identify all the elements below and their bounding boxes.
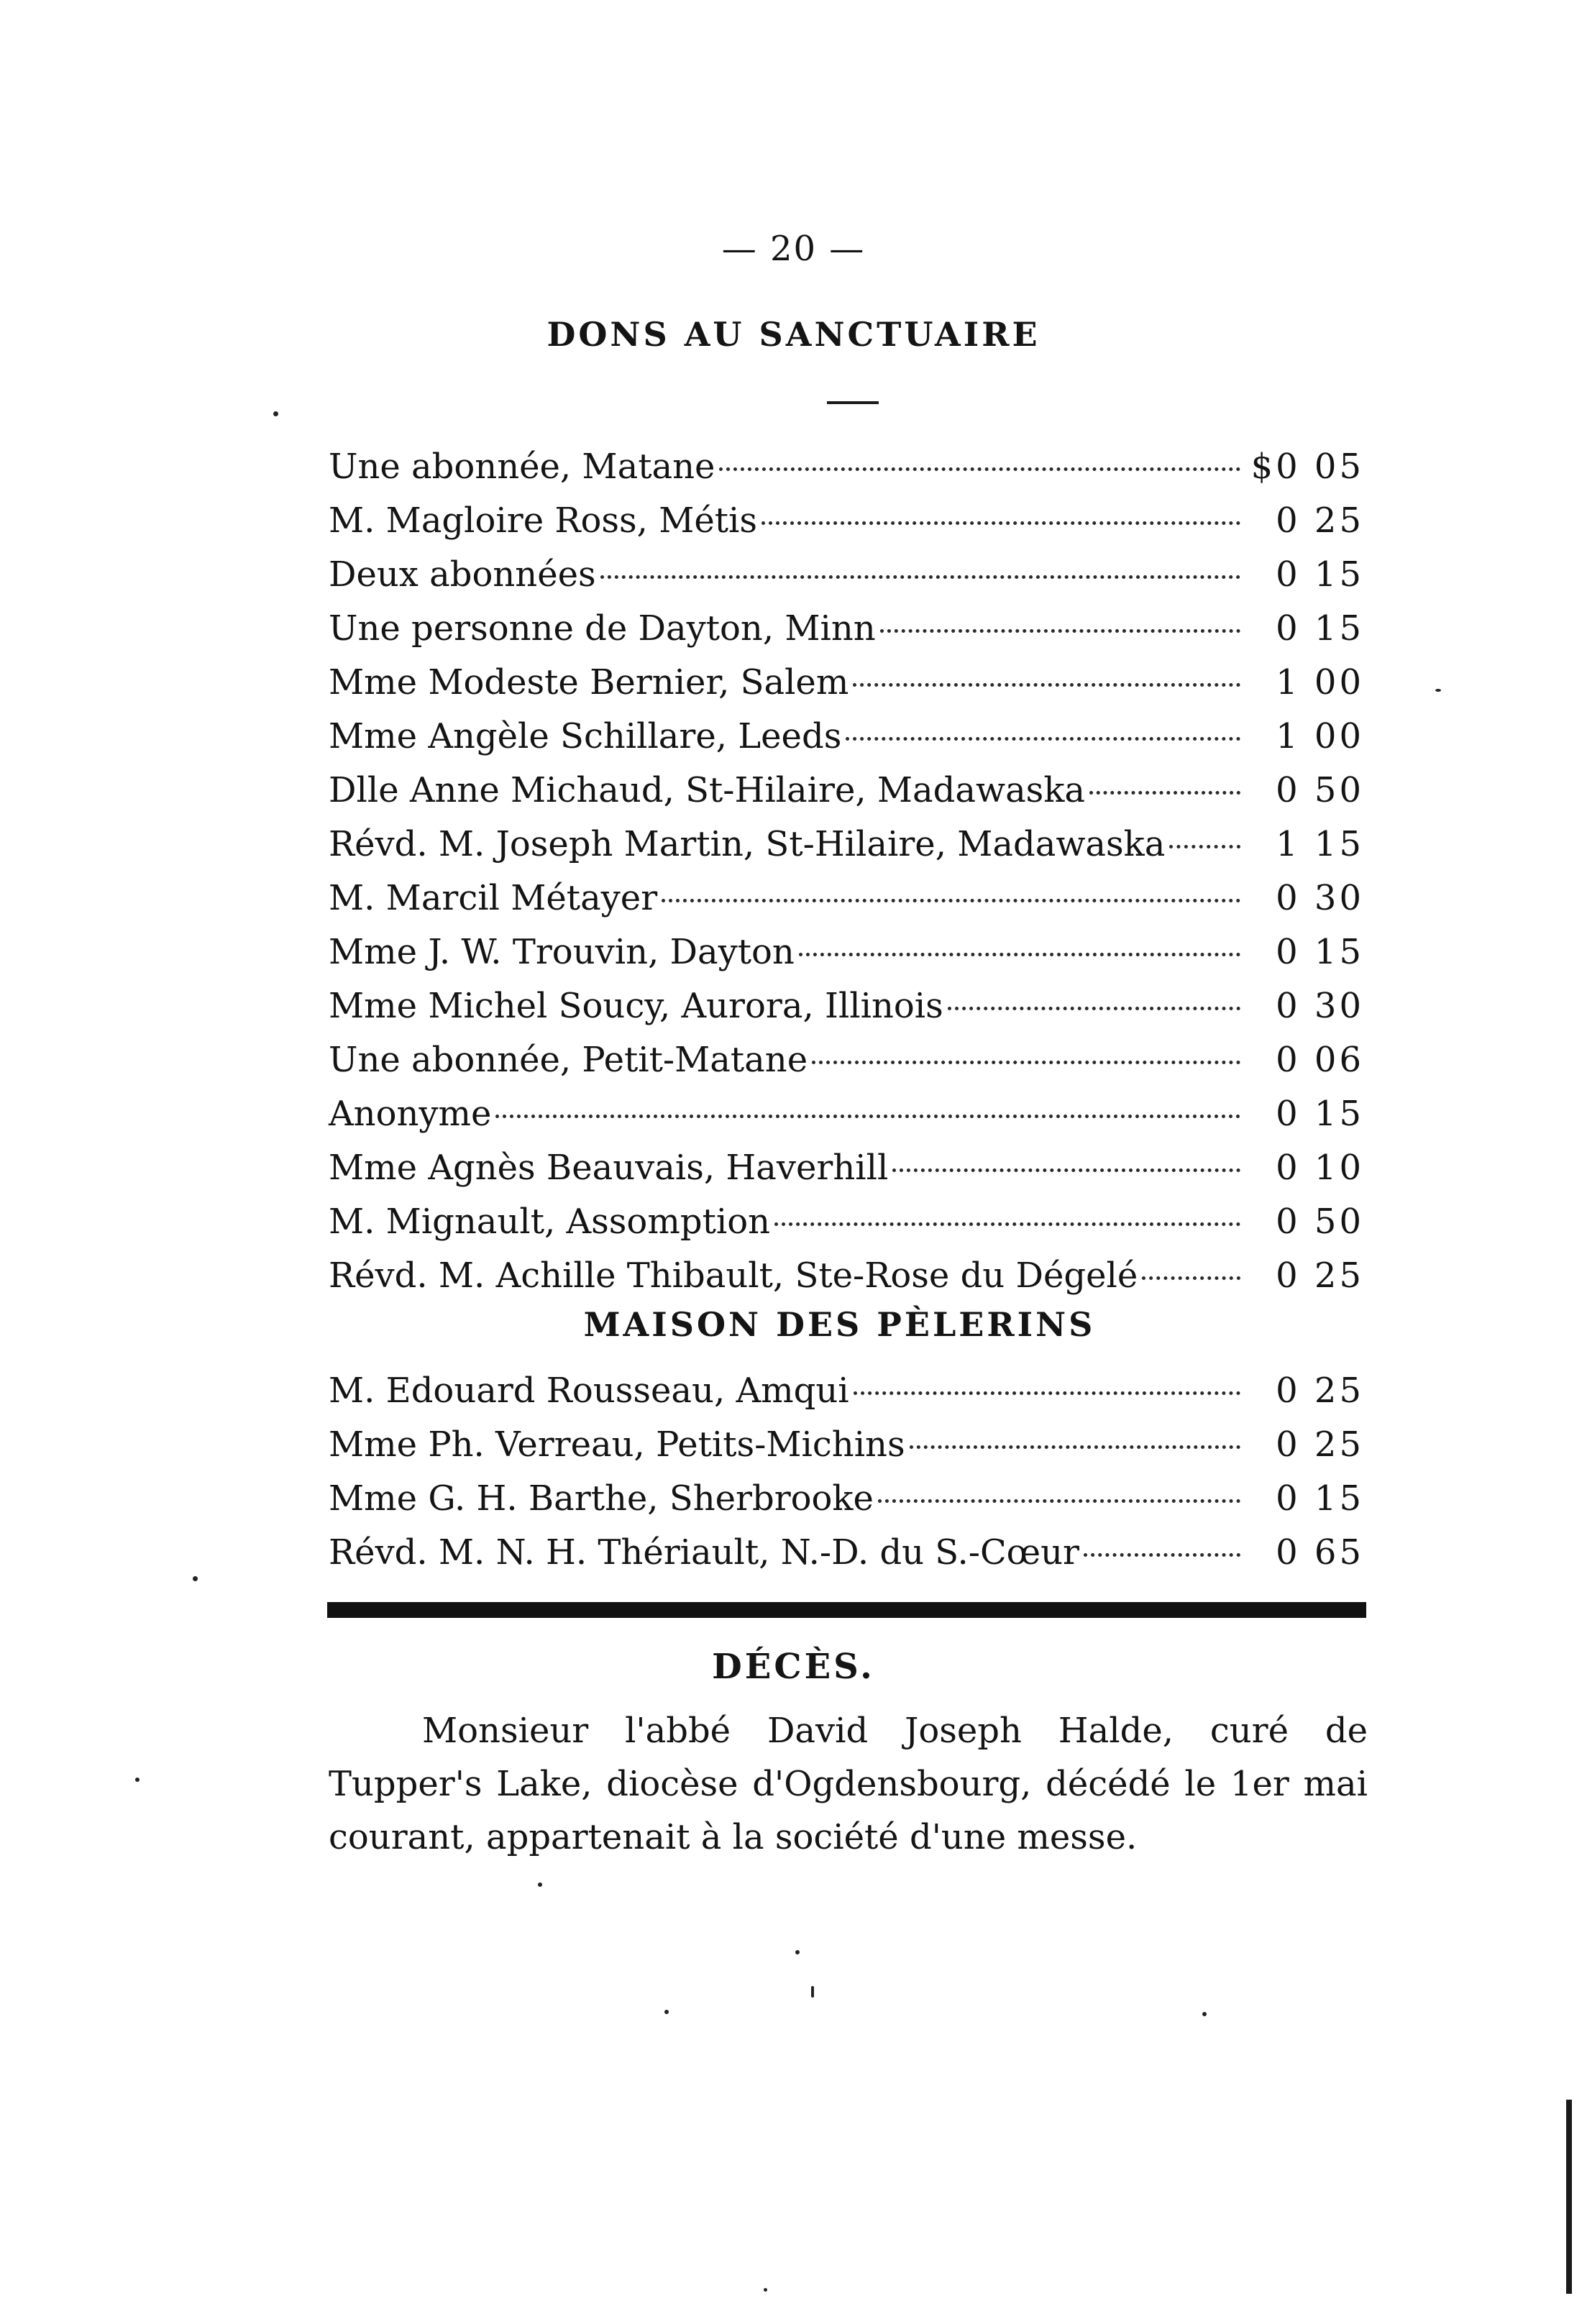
- entry-name: Révd. M. N. H. Thériault, N.-D. du S.-Cœur: [329, 1532, 1079, 1573]
- entry-amount: 0 30: [1276, 878, 1364, 918]
- page-edge-mark: [1566, 2100, 1572, 2294]
- dot-leader: [1089, 791, 1240, 795]
- print-speck: [273, 411, 278, 416]
- entry-amount: 0 06: [1276, 1040, 1364, 1080]
- entry-amount: 0 15: [1276, 608, 1364, 649]
- entry-amount: 1 00: [1276, 662, 1364, 703]
- deces-paragraph: Monsieur l'abbé David Joseph Halde, curé de Tupper's Lake, diocèse d'Ogdensbourg, décédé le 1er mai courant, appartenait à la société d'une messe.: [329, 1711, 1368, 1857]
- entry-name: M. Mignault, Assomption: [329, 1202, 771, 1242]
- ledger-entry: [329, 602, 1364, 656]
- section-title-maison: MAISON DES PÈLERINS: [583, 1305, 1096, 1344]
- entry-amount: 0 15: [1276, 1094, 1364, 1134]
- dot-leader: [948, 1007, 1240, 1010]
- entry-name: M. Magloire Ross, Métis: [329, 500, 758, 541]
- entry-name: Mme J. W. Trouvin, Dayton: [329, 932, 795, 972]
- entry-amount: 0 10: [1276, 1148, 1364, 1188]
- maison-ledger: [329, 1364, 1364, 1580]
- entry-name: Mme Ph. Verreau, Petits-Michins: [329, 1424, 905, 1465]
- dot-leader: [719, 467, 1240, 471]
- ledger-entry: [329, 1195, 1364, 1249]
- entry-amount: 0 15: [1276, 1478, 1364, 1519]
- entry-name: Mme Angèle Schillare, Leeds: [329, 716, 842, 756]
- ledger-entry: [329, 818, 1364, 872]
- dot-leader: [878, 1499, 1240, 1503]
- print-speck: [538, 1882, 542, 1887]
- short-divider: [827, 401, 879, 404]
- print-speck: [764, 2288, 767, 2292]
- ledger-entry: [329, 1472, 1364, 1526]
- dot-leader: [762, 521, 1240, 525]
- dot-leader: [774, 1222, 1240, 1226]
- dot-leader: [1084, 1553, 1240, 1557]
- dot-leader: [846, 737, 1240, 741]
- ledger-entry: [329, 1418, 1364, 1472]
- entry-amount: 0 65: [1276, 1532, 1364, 1573]
- entry-amount: 0 30: [1276, 986, 1364, 1026]
- entry-name: Mme G. H. Barthe, Sherbrooke: [329, 1478, 874, 1519]
- entry-name: Révd. M. Joseph Martin, St-Hilaire, Madawaska: [329, 824, 1166, 864]
- entry-name: Une abonnée, Matane: [329, 447, 715, 487]
- dot-leader: [880, 629, 1240, 633]
- ledger-entry: [329, 548, 1364, 602]
- entry-name: M. Edouard Rousseau, Amqui: [329, 1371, 849, 1411]
- print-speck: [664, 2010, 669, 2014]
- print-speck: [811, 1986, 814, 1998]
- entry-name: Mme Agnès Beauvais, Haverhill: [329, 1148, 889, 1188]
- ledger-entry: [329, 925, 1364, 979]
- print-speck: [1202, 2012, 1207, 2016]
- entry-name: Une personne de Dayton, Minn: [329, 608, 876, 649]
- entry-name: Anonyme: [329, 1094, 492, 1134]
- dot-leader: [910, 1445, 1240, 1449]
- thick-divider: [327, 1602, 1366, 1618]
- ledger-entry: [329, 710, 1364, 764]
- entry-name: Mme Michel Soucy, Aurora, Illinois: [329, 986, 943, 1026]
- ledger-entry: [329, 764, 1364, 818]
- ledger-entry: [329, 979, 1364, 1033]
- dot-leader: [662, 899, 1240, 902]
- entry-name: Une abonnée, Petit-Matane: [329, 1040, 808, 1080]
- dot-leader: [1142, 1276, 1240, 1280]
- dot-leader: [600, 575, 1240, 579]
- ledger-entry: [329, 440, 1364, 494]
- section-title-deces: DÉCÈS.: [712, 1647, 875, 1687]
- dot-leader: [495, 1115, 1240, 1118]
- dot-leader: [799, 953, 1240, 956]
- print-speck: [795, 1950, 800, 1954]
- entry-amount: 0 15: [1276, 554, 1364, 595]
- ledger-entry: [329, 1249, 1364, 1303]
- dot-leader: [854, 1391, 1240, 1395]
- section-title-dons: DONS AU SANCTUAIRE: [546, 315, 1041, 354]
- print-speck: [1435, 689, 1441, 692]
- print-speck: [135, 1778, 140, 1782]
- entry-amount: 0 25: [1276, 1255, 1364, 1296]
- dot-leader: [812, 1061, 1240, 1064]
- entry-amount: $0 05: [1250, 447, 1364, 487]
- entry-amount: 0 25: [1276, 1371, 1364, 1411]
- entry-name: Deux abonnées: [329, 554, 596, 595]
- print-speck: [193, 1576, 198, 1581]
- dot-leader: [892, 1168, 1240, 1172]
- entry-amount: 0 15: [1276, 932, 1364, 972]
- entry-amount: 1 00: [1276, 716, 1364, 756]
- entry-amount: 0 50: [1276, 770, 1364, 810]
- entry-name: Révd. M. Achille Thibault, Ste-Rose du Dégelé: [329, 1255, 1138, 1296]
- ledger-entry: [329, 1033, 1364, 1087]
- page-number: — 20 —: [721, 229, 866, 269]
- entry-amount: 0 50: [1276, 1202, 1364, 1242]
- entry-amount: 0 25: [1276, 500, 1364, 541]
- entry-name: Mme Modeste Bernier, Salem: [329, 662, 849, 703]
- ledger-entry: [329, 1526, 1364, 1580]
- ledger-entry: [329, 656, 1364, 710]
- entry-amount: 1 15: [1276, 824, 1364, 864]
- dot-leader: [1169, 845, 1240, 848]
- entry-name: Dlle Anne Michaud, St-Hilaire, Madawaska: [329, 770, 1086, 810]
- ledger-entry: [329, 1087, 1364, 1141]
- entry-amount: 0 25: [1276, 1424, 1364, 1465]
- ledger-entry: [329, 494, 1364, 548]
- ledger-entry: [329, 1364, 1364, 1418]
- dot-leader: [853, 683, 1240, 687]
- entry-name: M. Marcil Métayer: [329, 878, 658, 918]
- ledger-entry: [329, 1141, 1364, 1195]
- ledger-entry: [329, 872, 1364, 925]
- dons-ledger: [329, 440, 1364, 1303]
